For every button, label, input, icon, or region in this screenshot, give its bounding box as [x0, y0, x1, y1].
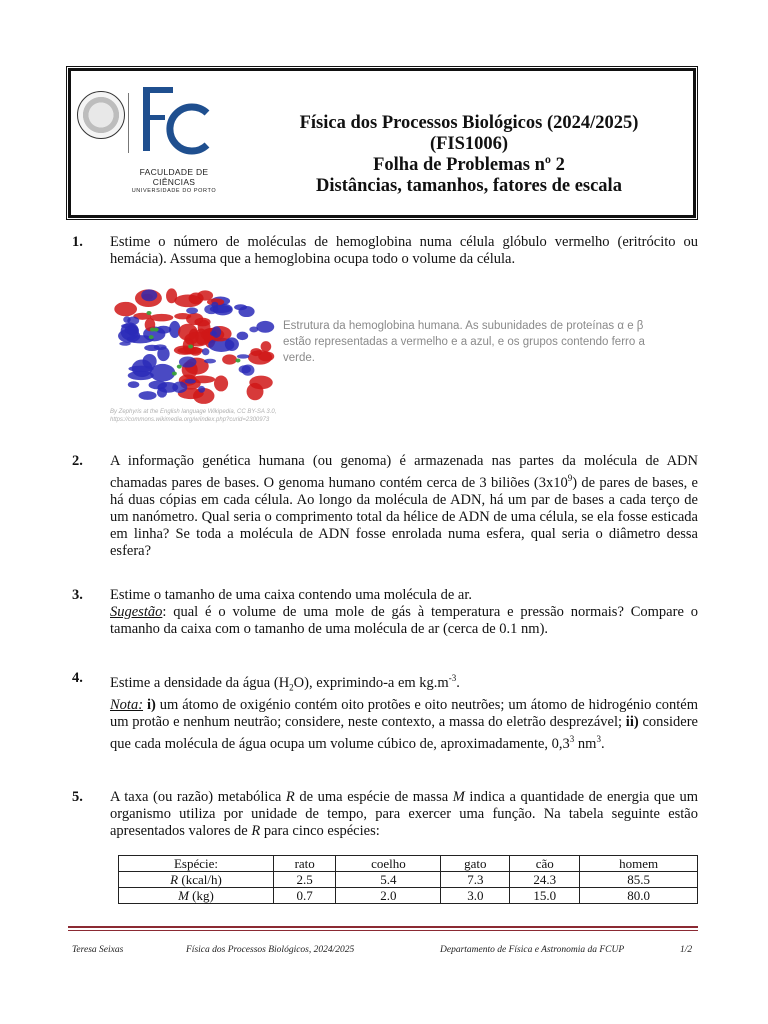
problem-number: 3. [72, 587, 83, 603]
table-cell: 0.7 [273, 888, 335, 904]
table-cell: coelho [336, 856, 441, 872]
footer-rule [68, 926, 698, 928]
metabolic-rate-table [118, 855, 698, 904]
problem-text: Estime a densidade da água $(H_2O)$, exprimindo-a em $kg.m^{-3}$. Nota: i) um átomo de oxigénio contém oito protões e oito neutrões; um átomo de hidrogénio contém um protão e nenhum neutrão; considere, neste contexto, a massa do eletrão desprezável; ii) considere que cada molécula de água ocupa um volume cúbico de, aproximadamente, $0,3^3$ $nm^3$. [110, 673, 698, 752]
problem-number: 5. [72, 789, 83, 805]
footer-page-number: 1/2 [680, 945, 693, 955]
hint-label: Sugestão [110, 604, 163, 620]
problem-number: 4. [72, 670, 83, 686]
problem-number: 2. [72, 453, 83, 469]
problem-3 [72, 587, 698, 638]
title-sheet: Folha de Problemas nº 2 [373, 155, 565, 175]
problem-4 [72, 670, 698, 753]
table-cell: 15.0 [510, 888, 580, 904]
table-row-label: R (kcal/h) [119, 872, 274, 888]
table-cell: 80.0 [580, 888, 698, 904]
problem-1 [72, 234, 698, 268]
table-cell: 7.3 [441, 872, 510, 888]
table-cell: homem [580, 856, 698, 872]
problem-5 [72, 789, 698, 840]
figure-caption: Estrutura da hemoglobina humana. As subunidades de proteínas α e β estão representadas a vermelho e a azul, e os grupos contendo ferro a verde. [283, 320, 645, 364]
header-box [68, 68, 696, 218]
title-code: (FIS1006) [429, 134, 509, 154]
table-cell: 85.5 [580, 872, 698, 888]
footer-rule [68, 930, 698, 931]
problem-2 [72, 453, 698, 560]
problem-text: Estime o número de moléculas de hemoglobina numa célula glóbulo vermelho (eritrócito ou hemácia). Assuma que a hemoglobina ocupa todo o volume da célula. [110, 234, 698, 267]
table-row [119, 888, 698, 904]
fc-logo-icon [135, 79, 215, 159]
table-header-row [119, 856, 698, 872]
table-cell: rato [273, 856, 335, 872]
table-cell: 2.0 [336, 888, 441, 904]
table-cell: gato [441, 856, 510, 872]
table-row [119, 872, 698, 888]
problem-number: 1. [72, 234, 83, 250]
table-cell: Espécie: [119, 856, 274, 872]
logo-caption: FACULDADE DE CIÊNCIAS UNIVERSIDADE DO PORTO [131, 167, 217, 194]
table-cell: 2.5 [273, 872, 335, 888]
table-cell: 3.0 [441, 888, 510, 904]
table-cell: cão [510, 856, 580, 872]
footer-course: Física dos Processos Biológicos, 2024/2025 [186, 945, 355, 955]
footer-author: Teresa Seixas [72, 945, 124, 955]
note-label: Nota: [110, 696, 144, 713]
title-course: Física dos Processos Biológicos (2024/2025) [299, 113, 639, 133]
hemoglobin-structure-image [110, 285, 285, 405]
university-seal-icon [77, 91, 125, 139]
problem-text: Estime o tamanho de uma caixa contendo uma molécula de ar. Sugestão: qual é o volume de uma mole de gás à temperatura e pressão normais? Compare o tamanho da caixa com o tamanho de uma molécula de ar (cerca de 0.1 nm). [110, 587, 698, 637]
figure-credit: By Zephyris at the English language Wikipedia, CC BY-SA 3.0, https://commons.wikimedia.org/w/index.php?curid=2300973 [110, 409, 277, 423]
footer-department: Departamento de Física e Astronomia da FCUP [440, 945, 625, 955]
problem-text: A taxa (ou razão) metabólica R de uma espécie de massa M indica a quantidade de energia que um organismo utiliza por unidade de tempo, para exercer uma função. Na tabela seguinte estão apresentados valores de R para cinco espécies: [110, 789, 698, 839]
table-cell: 5.4 [336, 872, 441, 888]
document-title [239, 113, 699, 197]
table-cell: 24.3 [510, 872, 580, 888]
problem-text: A informação genética humana (ou genoma) é armazenada nas partes da molécula de ADN chamadas pares de bases. O genoma humano contém cerca de 3 biliões $(3x10^9)$ de pares de bases, e há duas cópias em cada célula. Ao longo da molécula de ADN, há um par de bases a cada terço de um nanómetro. Qual seria o comprimento total da hélice de ADN de uma célula, se ela fosse esticada em linha? Se toda a molécula de ADN fosse enrolada numa esfera, qual seria o diâmetro dessa esfera? [110, 453, 698, 559]
title-topic: Distâncias, tamanhos, fatores de escala [316, 176, 622, 196]
table-row-label: M (kg) [119, 888, 274, 904]
logo-divider [128, 93, 129, 153]
